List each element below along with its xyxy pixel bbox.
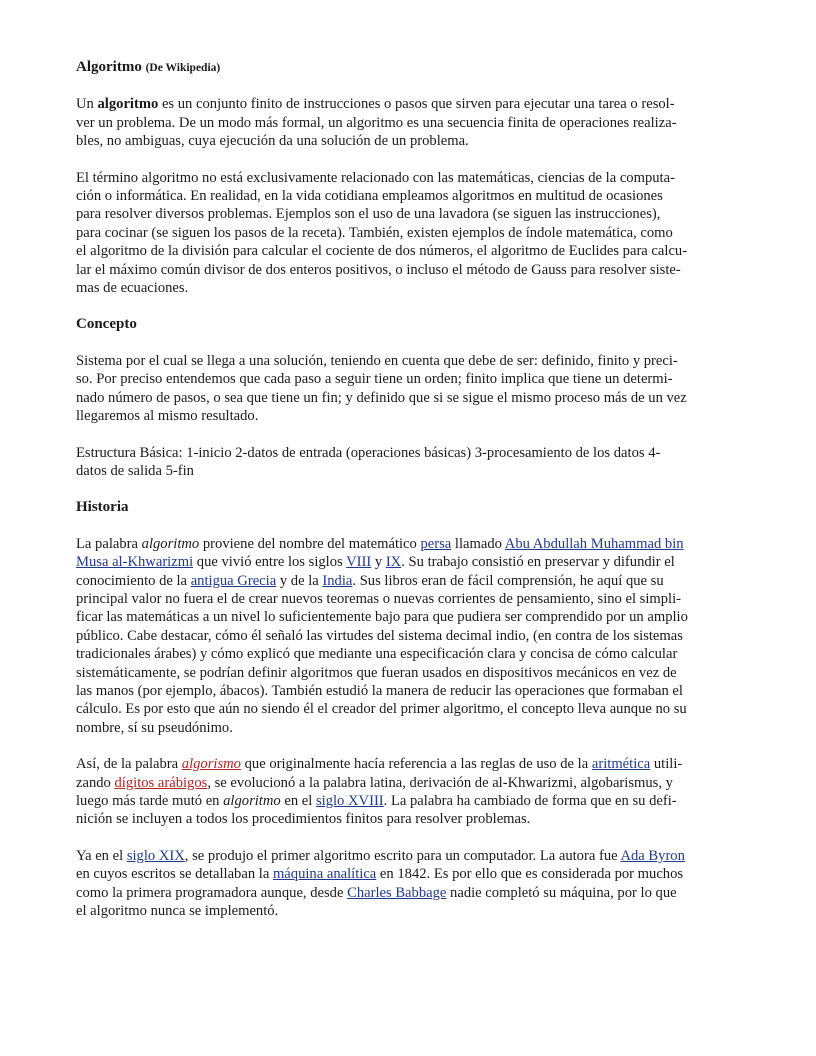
title-text: Algoritmo xyxy=(76,59,142,75)
link-siglo-ix[interactable]: IX xyxy=(385,554,402,571)
link-algorismo[interactable]: algorismo xyxy=(181,756,241,773)
concepto-paragraph-1 xyxy=(76,352,748,426)
concepto-line: llegaremos al mismo resultado. xyxy=(76,408,259,425)
link-al-khwarizmi-cont[interactable]: Musa al-Khwarizmi xyxy=(76,554,194,571)
historia-line xyxy=(76,535,748,553)
p2-line: mas de ecuaciones. xyxy=(76,280,189,297)
intro-bold-term: algoritmo xyxy=(97,96,159,113)
historia-line: las manos (por ejemplo, ábacos). También estudió la manera de reducir las operaciones que formaban el xyxy=(76,682,683,699)
historia-line xyxy=(76,865,748,883)
historia-line: el algoritmo nunca se implementó. xyxy=(76,903,279,920)
text: . La palabra ha cambiado de forma que en su defi- xyxy=(383,793,677,809)
intro-paragraph xyxy=(76,95,748,150)
historia-heading: Historia xyxy=(76,499,129,516)
text: conocimiento de la xyxy=(76,572,191,589)
text: en cuyos escritos se detallaban la xyxy=(76,866,273,883)
link-al-khwarizmi[interactable]: Abu Abdullah Muhammad bin xyxy=(504,535,684,552)
document-title xyxy=(76,58,748,77)
concepto-heading: Concepto xyxy=(76,316,137,333)
p2-line: para cocinar (se siguen los pasos de la receta). También, existen ejemplos de índole matemática, como xyxy=(76,224,673,241)
text: utili- xyxy=(650,756,683,773)
concepto-line: Sistema por el cual se llega a una solución, teniendo en cuenta que debe de ser: definido, finito y preci- xyxy=(76,352,678,369)
text: . Sus libros eran de fácil comprensión, he aquí que su xyxy=(352,572,664,589)
historia-line: público. Cabe destacar, cómo él señaló las virtudes del sistema decimal indio, (en contra de los sistemas xyxy=(76,627,683,644)
concepto-line: so. Por preciso entendemos que cada paso a seguir tiene un orden; finito implica que tiene un determi- xyxy=(76,371,673,388)
text: en el xyxy=(280,793,316,809)
link-maquina-analitica[interactable]: máquina analítica xyxy=(272,866,377,883)
text: luego más tarde mutó en xyxy=(76,793,224,809)
intro-line-2: ver un problema. De un modo más formal, un algoritmo es una secuencia finita de operaciones realiza- xyxy=(76,114,677,131)
text: nadie completó su máquina, por lo que xyxy=(446,884,677,901)
link-ada-byron[interactable]: Ada Byron xyxy=(620,847,685,864)
title-source: (De Wikipedia) xyxy=(145,62,221,74)
paragraph-2 xyxy=(76,169,748,298)
text: y xyxy=(371,554,386,571)
link-india[interactable]: India xyxy=(322,572,353,589)
p2-line: para resolver diversos problemas. Ejemplos son el uso de una lavadora (se siguen las instrucciones), xyxy=(76,206,661,223)
historia-line: principal valor no fuera el de crear nuevos teoremas o nuevas corrientes de pensamiento, sino el simpli- xyxy=(76,590,682,607)
link-siglo-viii[interactable]: VIII xyxy=(346,554,372,571)
text: zando xyxy=(76,774,115,791)
text: Ya en el xyxy=(76,847,127,864)
document-page xyxy=(76,58,748,938)
historia-line xyxy=(76,572,748,590)
historia-line: cálculo. Es por esto que aún no siendo él el creador del primer algoritmo, el concepto lleva aunque no su xyxy=(76,701,687,718)
text: . Su trabajo consistió en preservar y difundir el xyxy=(401,554,675,571)
text: Así, de la palabra xyxy=(76,756,182,773)
historia-line xyxy=(76,884,748,902)
historia-paragraph-3 xyxy=(76,847,748,921)
link-antigua-grecia[interactable]: antigua Grecia xyxy=(190,572,277,589)
historia-line xyxy=(76,553,748,571)
historia-line xyxy=(76,792,748,810)
link-siglo-xviii[interactable]: siglo XVIII xyxy=(315,793,384,809)
link-siglo-xix[interactable]: siglo XIX xyxy=(126,847,185,864)
text: como la primera programadora aunque, desde xyxy=(76,884,348,901)
intro-line-3: bles, no ambiguas, cuya ejecución da una solución de un problema. xyxy=(76,133,469,150)
text: y de la xyxy=(276,572,323,589)
p2-line: el algoritmo de la división para calcular el cociente de dos números, el algoritmo de Euclides para calcu- xyxy=(76,243,688,260)
link-aritmetica[interactable]: aritmética xyxy=(591,756,651,773)
link-digitos-arabigos[interactable]: dígitos arábigos xyxy=(114,774,208,791)
p2-line: El término algoritmo no está exclusivamente relacionado con las matemáticas, ciencias de la computa- xyxy=(76,169,675,186)
historia-line xyxy=(76,755,748,773)
concepto-paragraph-2 xyxy=(76,444,748,481)
historia-line: nombre, sí su pseudónimo. xyxy=(76,719,233,736)
historia-paragraph-2 xyxy=(76,755,748,829)
historia-line: nición se incluyen a todos los procedimientos finitos para resolver problemas. xyxy=(76,811,531,828)
concepto-line: nado número de pasos, o sea que tiene un fin; y definido que si se sigue el mismo proceso más de un vez xyxy=(76,389,687,406)
text: proviene del nombre del matemático xyxy=(199,535,421,552)
estructura-line: datos de salida 5-fin xyxy=(76,462,194,479)
p2-line: lar el máximo común divisor de dos enteros positivos, o incluso el método de Gauss para resolver siste- xyxy=(76,261,681,278)
text: en 1842. Es por ello que es considerada por muchos xyxy=(376,866,684,883)
intro-text: es un conjunto finito de instrucciones o pasos que sirven para ejecutar una tarea o resol- xyxy=(158,96,675,113)
italic-term: algoritmo xyxy=(223,793,281,809)
text: llamado xyxy=(451,535,505,552)
text: La palabra xyxy=(76,535,142,552)
historia-line: tradicionales árabes) y cómo explicó que mediante una especificación clara y concisa de cómo calcular xyxy=(76,646,678,663)
text: , se produjo el primer algoritmo escrito para un computador. La autora fue xyxy=(184,847,621,864)
italic-term: algoritmo xyxy=(141,535,200,552)
text: que vivió entre los siglos xyxy=(193,554,347,571)
historia-line: sistemáticamente, se podrían definir algoritmos que fueran usados en dispositivos mecánicos en vez de xyxy=(76,664,677,681)
link-persa[interactable]: persa xyxy=(420,535,452,552)
text: que originalmente hacía referencia a las reglas de uso de la xyxy=(240,756,592,773)
text: , se evolucionó a la palabra latina, derivación de al-Khwarizmi, algobarismus, y xyxy=(207,774,673,791)
historia-line xyxy=(76,774,748,792)
historia-paragraph-1 xyxy=(76,535,748,737)
estructura-line: Estructura Básica: 1-inicio 2-datos de entrada (operaciones básicas) 3-procesamiento de los datos 4- xyxy=(76,444,661,461)
historia-line: ficar las matemáticas a un nivel lo suficientemente bajo para que pudiera ser comprendido por un amplio xyxy=(76,609,688,626)
intro-line-1 xyxy=(76,95,748,113)
historia-line xyxy=(76,847,748,865)
p2-line: ción o informática. En realidad, en la vida cotidiana empleamos algoritmos en multitud de ocasiones xyxy=(76,188,663,205)
intro-text: Un xyxy=(76,96,98,113)
link-charles-babbage[interactable]: Charles Babbage xyxy=(347,884,447,901)
